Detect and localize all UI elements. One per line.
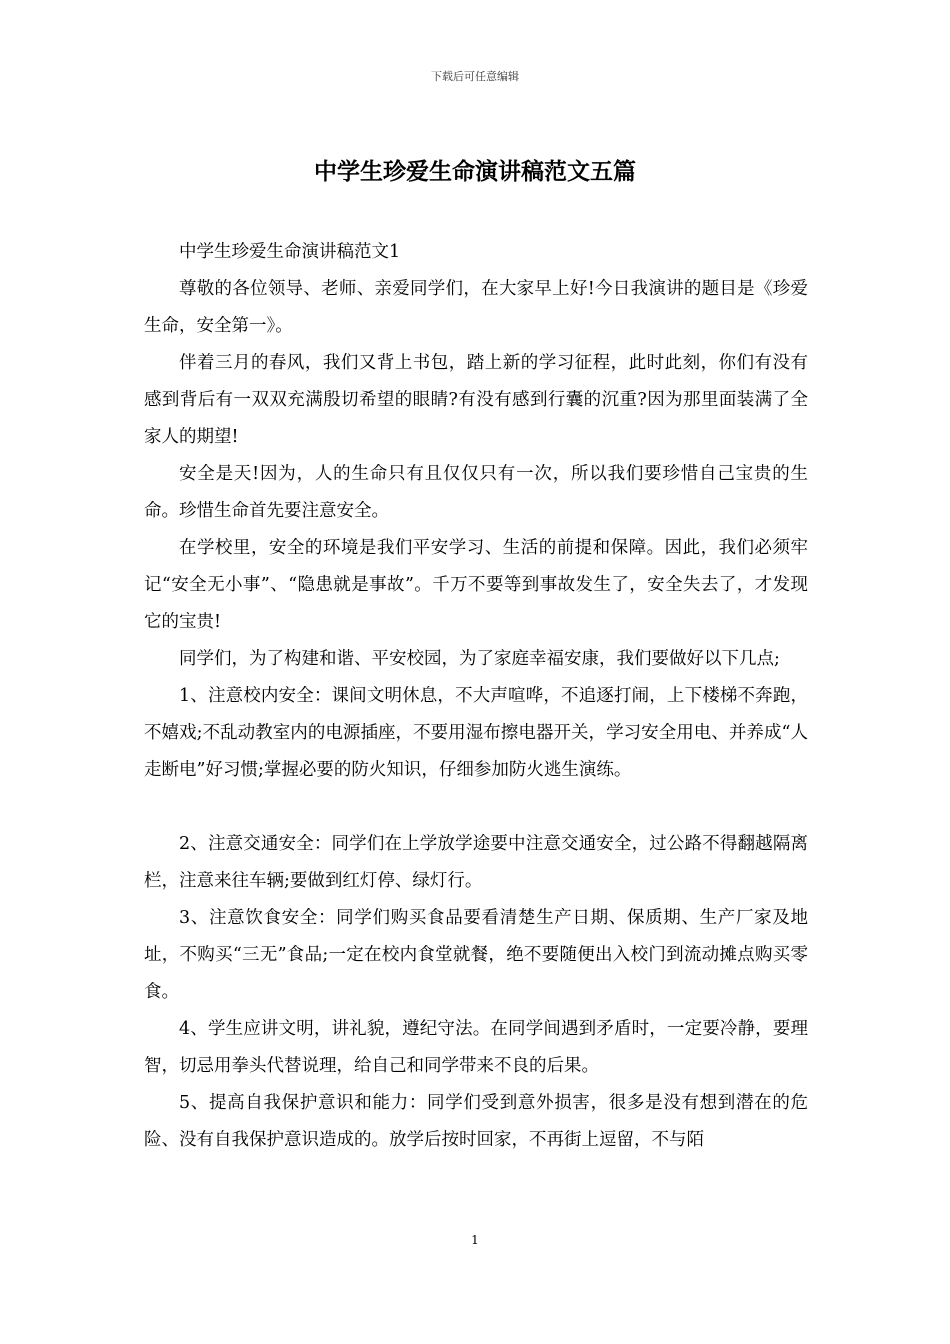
list-item-self-protection: 5、提高自我保护意识和能力：同学们受到意外损害，很多是没有想到潜在的危险、没有自我保护意识造成的。放学后按时回家，不再街上逗留，不与陌 bbox=[144, 1093, 808, 1150]
document-body bbox=[144, 234, 808, 1159]
document-title: 中学生珍爱生命演讲稿范文五篇 bbox=[314, 158, 636, 185]
paragraph-points-intro: 同学们，为了构建和谐、平安校园，为了家庭幸福安康，我们要做好以下几点; bbox=[179, 649, 780, 669]
header-note: 下载后可任意编辑 bbox=[431, 70, 519, 83]
paragraph-safety-first: 安全是天!因为，人的生命只有且仅仅只有一次，所以我们要珍惜自己宝贵的生命。珍惜生命首先要注意安全。 bbox=[144, 464, 808, 521]
list-item-food-safety: 3、注意饮食安全：同学们购买食品要看清楚生产日期、保质期、生产厂家及地址，不购买“三无”食品;一定在校内食堂就餐，绝不要随便出入校门到流动摊点购买零食。 bbox=[144, 908, 808, 1002]
section-heading: 中学生珍爱生命演讲稿范文1 bbox=[179, 242, 401, 262]
paragraph-greeting: 尊敬的各位领导、老师、亲爱同学们，在大家早上好!今日我演讲的题目是《珍爱生命，安全第一》。 bbox=[144, 279, 808, 336]
paragraph-intro: 伴着三月的春风，我们又背上书包，踏上新的学习征程，此时此刻，你们有没有感到背后有一双双充满殷切希望的眼睛?有没有感到行囊的沉重?因为那里面装满了全家人的期望! bbox=[144, 353, 808, 447]
list-item-traffic-safety: 2、注意交通安全：同学们在上学放学途要中注意交通安全，过公路不得翻越隔离栏，注意来往车辆;要做到红灯停、绿灯行。 bbox=[144, 834, 808, 891]
page-number: 1 bbox=[471, 1233, 479, 1247]
paragraph-school-safety: 在学校里，安全的环境是我们平安学习、生活的前提和保障。因此，我们必须牢记“安全无小事”、“隐患就是事故”。千万不要等到事故发生了，安全失去了，才发现它的宝贵! bbox=[144, 538, 808, 632]
list-item-campus-safety: 1、注意校内安全：课间文明休息，不大声喧哗，不追逐打闹，上下楼梯不奔跑，不嬉戏;不乱动教室内的电源插座，不要用湿布擦电器开关，学习安全用电、并养成“人走断电”好习惯;掌握必要的防火知识，仔细参加防火逃生演练。 bbox=[144, 686, 808, 780]
list-item-civility: 4、学生应讲文明，讲礼貌，遵纪守法。在同学间遇到矛盾时，一定要冷静，要理智，切忌用拳头代替说理，给自己和同学带来不良的后果。 bbox=[144, 1019, 808, 1076]
